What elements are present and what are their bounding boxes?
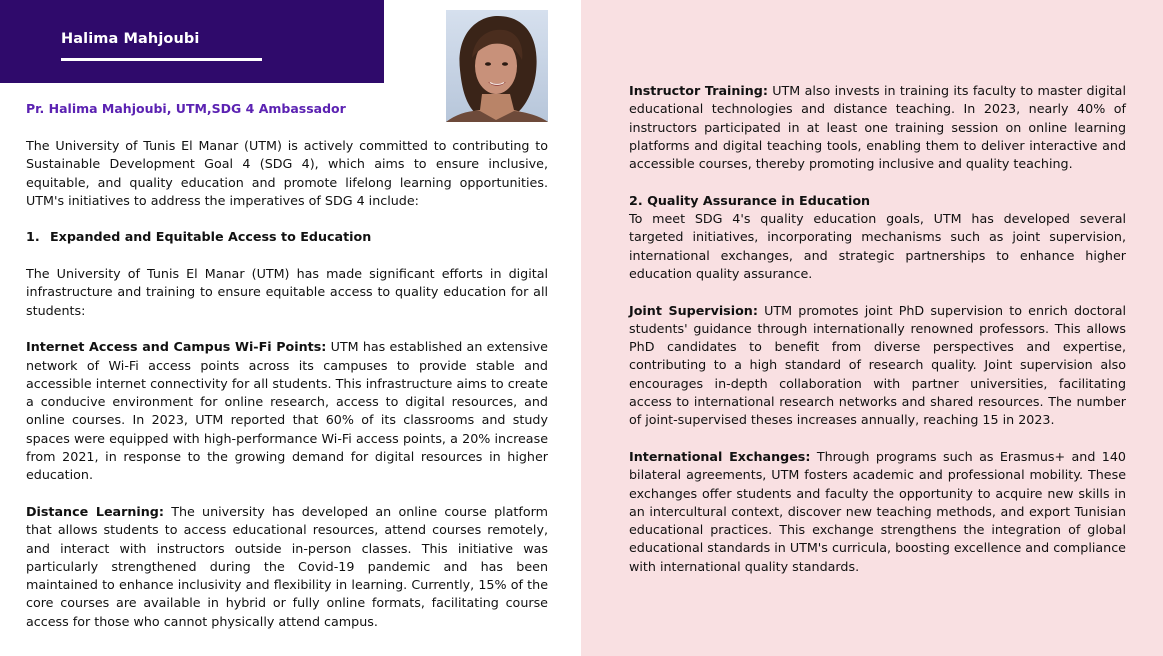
international-exchanges-title: International Exchanges:: [629, 448, 811, 464]
internet-access-title: Internet Access and Campus Wi-Fi Points:: [26, 339, 327, 355]
joint-supervision-title: Joint Supervision:: [629, 302, 758, 318]
name-banner: [0, 0, 384, 83]
section-1-paragraph: The University of Tunis El Manar (UTM) has made significant efforts in digital infrastructure and training to ensure equitable access to quality education for all students:: [26, 266, 548, 318]
joint-supervision-text: UTM promotes joint PhD supervision to enrich doctoral students' guidance through internationally renowned professors. This allows PhD candidates to benefit from diverse perspectives and expertise, contributing to a high standard of research quality. Joint supervision also encourages in-depth collaboration with partner universities, facilitating access to international research networks and shared resources. The number of joint-supervised theses increases annually, reaching 15 in 2023.: [629, 302, 1127, 428]
ambassador-subtitle: Pr. Halima Mahjoubi, UTM,SDG 4 Ambassador: [26, 101, 346, 116]
joint-supervision-paragraph: [629, 302, 1126, 430]
right-body: [629, 82, 1126, 576]
banner-underline: [61, 58, 262, 61]
instructor-training-title: Instructor Training:: [629, 83, 768, 98]
section-2-paragraph: To meet SDG 4's quality education goals, UTM has developed several targeted initiatives, incorporating mechanisms such as joint supervision, international exchanges, and strategic partnerships to enhance higher education quality assurance.: [629, 211, 1126, 281]
ambassador-name: Halima Mahjoubi: [61, 31, 200, 47]
left-column: [0, 0, 581, 656]
portrait-image: [446, 10, 548, 122]
left-body: [26, 137, 548, 631]
distance-learning-text: The university has developed an online course platform that allows students to access educational resources, attend courses remotely, and interact with instructors outside in-person classes. This initiative was particularly strengthened during the Covid-19 pandemic and has been maintained to enhance inclusivity and flexibility in learning. Currently, 15% of the core courses are available in hybrid or fully online formats, facilitating course access for those who cannot physically attend campus.: [26, 503, 548, 629]
section-2-heading: [629, 192, 1126, 210]
section-1-number: 1.: [26, 229, 40, 245]
section-1-title: Expanded and Equitable Access to Education: [50, 229, 372, 245]
distance-learning-title: Distance Learning:: [26, 503, 164, 519]
distance-learning-paragraph: [26, 503, 548, 631]
section-1-heading: [26, 228, 548, 246]
section-2-title: 2. Quality Assurance in Education: [629, 192, 871, 208]
ambassador-portrait: [446, 10, 548, 122]
intro-paragraph: The University of Tunis El Manar (UTM) is actively committed to contributing to Sustainable Development Goal 4 (SDG 4), which aims to ensure inclusive, equitable, and quality education and promote lifelong learning opportunities. UTM's initiatives to address the imperatives of SDG 4 include:: [26, 138, 548, 208]
internet-access-paragraph: [26, 338, 548, 484]
international-exchanges-paragraph: [629, 448, 1126, 576]
instructor-training-paragraph: [629, 82, 1126, 173]
instructor-training-text: UTM also invests in training its faculty to master digital educational technologies and distance teaching. In 2023, nearly 40% of instructors participated in at least one training session on online learning platforms and digital teaching tools, enabling them to deliver interactive and accessible courses, thereby promoting inclusive and quality teaching.: [629, 83, 1126, 172]
internet-access-text: UTM has established an extensive network of Wi-Fi access points across its campuses to provide stable and accessible internet connectivity for all students. This infrastructure aims to create a conducive environment for online research, access to digital resources, and online courses. In 2023, UTM reported that 60% of its classrooms and study spaces were equipped with high-performance Wi-Fi access points, a 20% increase from 2021, in response to the growing demand for digital resources in higher education.: [26, 339, 548, 483]
international-exchanges-text: Through programs such as Erasmus+ and 140 bilateral agreements, UTM fosters academic and professional mobility. These exchanges offer students and faculty the opportunity to acquire new skills in an intercultural context, discover new teaching methods, and export Tunisian educational practices. This exchange strengthens the integration of global educational standards in UTM's curricula, boosting excellence and compliance with international quality standards.: [629, 448, 1126, 574]
